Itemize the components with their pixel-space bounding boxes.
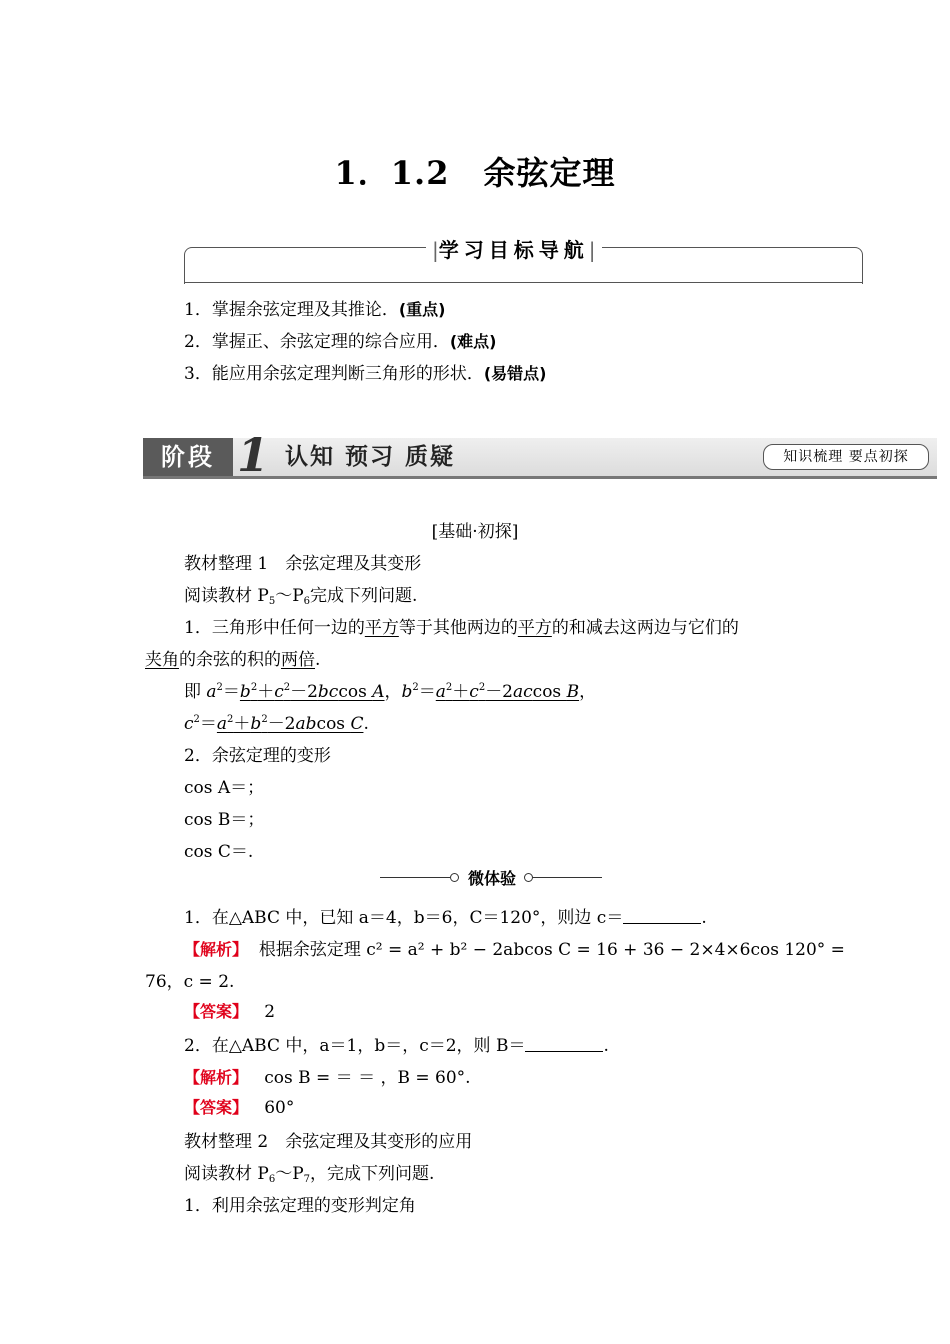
analysis-1: 【解析】 根据余弦定理 c² = a² + b² − 2abcos C = 16 + 36 − 2×4×6cos 120° = [184, 940, 845, 960]
divider-line-right [532, 877, 602, 878]
exercise-2: 2．在△ABC 中，a＝1，b＝，c＝2，则 B＝ . [184, 1036, 609, 1056]
stage-number: 1 [236, 428, 269, 482]
application-item-1: 1．利用余弦定理的变形判定角 [184, 1196, 416, 1216]
section-number: 1．1.2 [334, 154, 450, 192]
goal-item: 1．掌握余弦定理及其推论．(重点) [184, 300, 446, 320]
analysis-1-cont: 76，c = 2. [145, 972, 235, 992]
reading-instruction-2: 阅读教材 $P_6\sim P_7$，完成下列问题. [184, 1164, 435, 1185]
variant-heading: 2．余弦定理的变形 [184, 746, 331, 766]
reading-instruction: 阅读教材 $P_5\sim P_6$完成下列问题. [184, 586, 418, 607]
goal-item: 3．能应用余弦定理判断三角形的形状．(易错点) [184, 364, 547, 384]
theorem-statement-cont: 夹角的余弦的积的两倍. [145, 650, 321, 670]
goal-item: 2．掌握正、余弦定理的综合应用．(难点) [184, 332, 497, 352]
exercise-1: 1．在△ABC 中，已知 a＝4，b＝6，C＝120°，则边 c＝ . [184, 908, 707, 928]
answer-blank [623, 909, 701, 924]
formula-line-2: $c^2=a^2+b^2-2abcos$ C. [184, 714, 369, 734]
cos-b-formula: cos B＝； [184, 810, 265, 830]
section-title: 余弦定理 [483, 154, 616, 192]
stage-banner [143, 428, 937, 482]
formula-line-1: 即 $a^2=b^2+c^2-2bccos$ A，$b^2=a^2+c^2-2accos$ B， [184, 682, 597, 702]
stage-label: 阶段 [143, 438, 233, 476]
answer-1: 【答案】 2 [184, 1002, 276, 1022]
answer-blank [525, 1037, 603, 1052]
micro-experience-label: 微体验 [467, 869, 516, 888]
divider-dot-left [450, 873, 459, 882]
goals-divider [184, 282, 863, 283]
page-title [0, 148, 950, 194]
cos-c-formula: cos C＝. [184, 842, 254, 862]
textbook-heading-2: 教材整理 2 余弦定理及其变形的应用 [184, 1132, 473, 1152]
section-tag: [基础·初探] [431, 522, 519, 542]
cos-a-formula: cos A＝； [184, 778, 265, 798]
stage-title: 认知 预习 质疑 [285, 444, 456, 470]
goals-heading: | 学习目标导航 | [426, 234, 602, 263]
divider-line-left [380, 877, 450, 878]
stage-tag: 知识梳理 要点初探 [763, 444, 929, 470]
answer-2: 【答案】 60° [184, 1098, 295, 1118]
analysis-2: 【解析】 cos B = ＝ ＝ ，B = 60°. [184, 1068, 471, 1088]
micro-experience-divider [380, 866, 602, 890]
theorem-statement: 1．三角形中任何一边的平方等于其他两边的平方的和减去这两边与它们的 [184, 618, 739, 638]
textbook-heading: 教材整理 1 余弦定理及其变形 [184, 554, 422, 574]
